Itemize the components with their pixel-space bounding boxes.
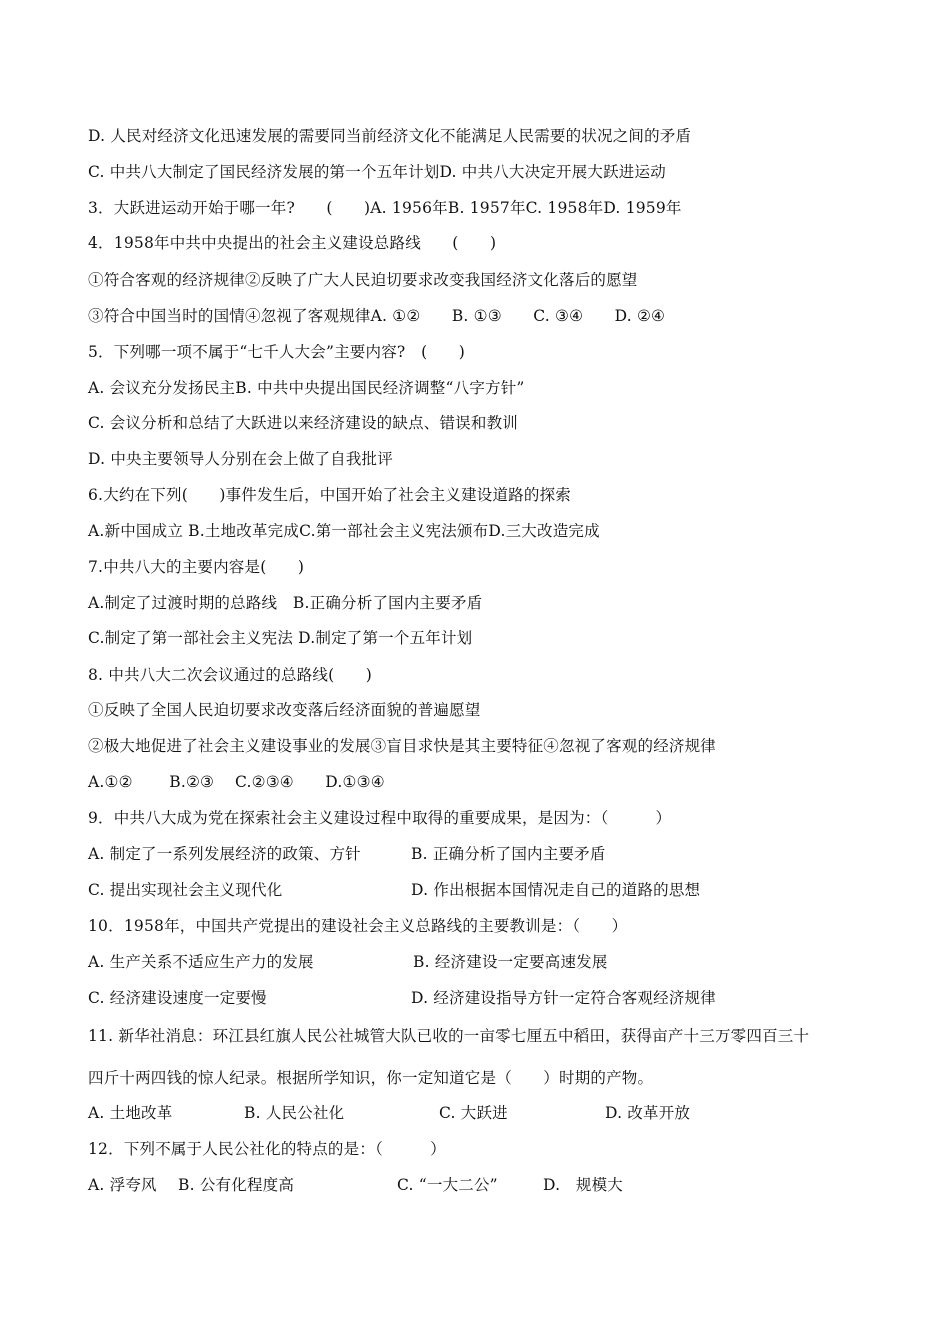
question-line: 6.大约在下列( )事件发生后，中国开始了社会主义建设道路的探索 <box>88 486 571 504</box>
question-line: D. 人民对经济文化迅速发展的需要同当前经济文化不能满足人民需要的状况之间的矛盾 <box>88 127 692 145</box>
question-line: ①符合客观的经济规律②反映了广大人民迫切要求改变我国经济文化落后的愿望 <box>88 271 638 289</box>
option-d: D. 作出根据本国情况走自己的道路的思想 <box>411 881 701 899</box>
question-line: 4．1958年中共中央提出的社会主义建设总路线 ( ) <box>88 234 497 252</box>
question-line: 11. 新华社消息：环江县红旗人民公社城管大队已收的一亩零七厘五中稻田，获得亩产十三万零四百三十 <box>88 1027 810 1045</box>
option-d: D. 经济建设指导方针一定符合客观经济规律 <box>411 989 716 1007</box>
question-line: ②极大地促进了社会主义建设事业的发展③盲目求快是其主要特征④忽视了客观的经济规律 <box>88 737 717 755</box>
option-a: A. 制定了一系列发展经济的政策、方针 <box>88 845 361 863</box>
option-c: C. 大跃进 <box>439 1104 508 1122</box>
question-line: 7.中共八大的主要内容是( ) <box>88 558 305 576</box>
option-b: B. 人民公社化 <box>244 1104 345 1122</box>
question-line: C. 会议分析和总结了大跃进以来经济建设的缺点、错误和教训 <box>88 414 518 432</box>
question-line: A.制定了过渡时期的总路线 B.正确分析了国内主要矛盾 <box>88 594 483 612</box>
option-c: C. “一大二公” <box>397 1176 498 1194</box>
question-line: A.①② B.②③ C.②③④ D.①③④ <box>88 773 385 791</box>
option-c: C. 经济建设速度一定要慢 <box>88 989 267 1007</box>
question-line: A.新中国成立 B.土地改革完成C.第一部社会主义宪法颁布D.三大改造完成 <box>88 522 600 540</box>
option-a: A. 生产关系不适应生产力的发展 <box>88 953 314 971</box>
option-b: B. 正确分析了国内主要矛盾 <box>411 845 606 863</box>
question-line: 8. 中共八大二次会议通过的总路线( ) <box>88 666 373 684</box>
question-line: 5．下列哪一项不属于“七千人大会”主要内容? ( ) <box>88 343 466 361</box>
option-d: D. 改革开放 <box>605 1104 691 1122</box>
option-b: B. 公有化程度高 <box>178 1176 295 1194</box>
question-line: 3．大跃进运动开始于哪一年? ( )A. 1956年B. 1957年C. 1958年D. 1959年 <box>88 199 682 217</box>
option-a: A. 土地改革 <box>88 1104 173 1122</box>
question-line: 四斤十两四钱的惊人纪录。根据所学知识，你一定知道它是（ ）时期的产物。 <box>88 1069 654 1087</box>
option-c: C. 提出实现社会主义现代化 <box>88 881 283 899</box>
question-line: C. 中共八大制定了国民经济发展的第一个五年计划D. 中共八大决定开展大跃进运动 <box>88 163 666 181</box>
question-line: A. 会议充分发扬民主B. 中共中央提出国民经济调整“八字方针” <box>88 379 525 397</box>
option-d: D. 规模大 <box>543 1176 624 1194</box>
question-line: D. 中央主要领导人分别在会上做了自我批评 <box>88 450 393 468</box>
question-line: ①反映了全国人民迫切要求改变落后经济面貌的普遍愿望 <box>88 701 481 719</box>
question-line: C.制定了第一部社会主义宪法 D.制定了第一个五年计划 <box>88 629 473 647</box>
question-line: 9．中共八大成为党在探索社会主义建设过程中取得的重要成果，是因为：（ ） <box>88 809 672 827</box>
question-line: ③符合中国当时的国情④忽视了客观规律A. ①② B. ①③ C. ③④ D. ②④ <box>88 307 666 325</box>
question-line: 10．1958年，中国共产党提出的建设社会主义总路线的主要教训是：（ ） <box>88 917 628 935</box>
question-line: 12．下列不属于人民公社化的特点的是：（ ） <box>88 1140 446 1158</box>
option-b: B. 经济建设一定要高速发展 <box>413 953 608 971</box>
option-a: A. 浮夸风 <box>88 1176 157 1194</box>
